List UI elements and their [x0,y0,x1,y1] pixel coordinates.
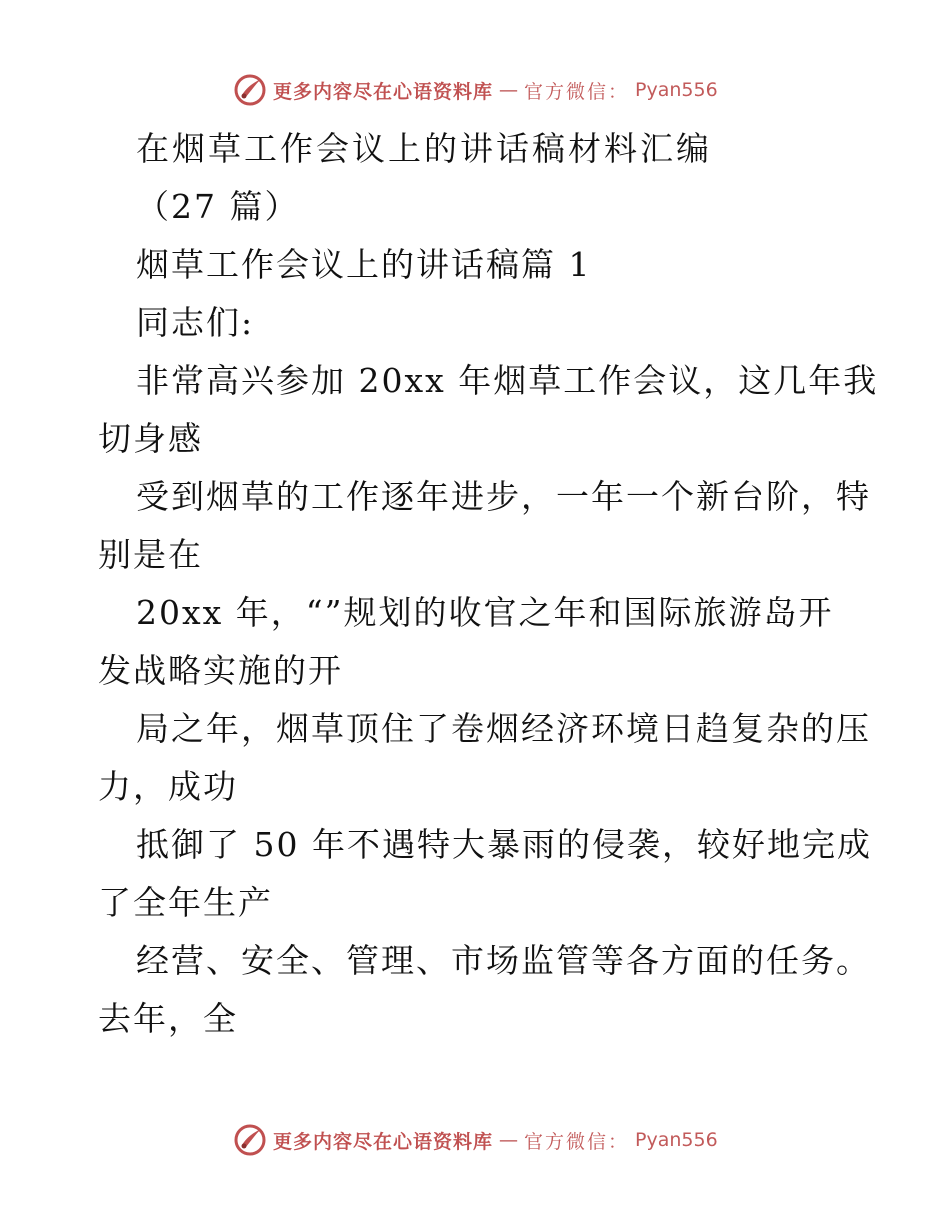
section-heading: 烟草工作会议上的讲话稿篇 1 [136,245,592,284]
paragraph-line: 发战略实施的开 [98,651,343,690]
paragraph-line: 非常高兴参加 20xx 年烟草工作会议，这几年我 [136,361,879,400]
paragraph-line: 局之年，烟草顶住了卷烟经济环境日趋复杂的压 [136,709,871,748]
watermark-wechat-id: Pyan556 [635,79,718,101]
document-title: 在烟草工作会议上的讲话稿材料汇编 [136,129,712,168]
document-subtitle: （27 篇） [136,187,300,226]
watermark-wechat-label: 官方微信： [524,1130,630,1153]
watermark-separator: — [499,79,519,101]
brush-circle-logo-icon [233,1123,267,1157]
paragraph-line: 去年，全 [98,999,238,1038]
footer-watermark [233,1122,718,1158]
document-body [98,120,879,1048]
paragraph-line: 了全年生产 [98,883,273,922]
paragraph-line: 受到烟草的工作逐年进步，一年一个新台阶，特 [136,477,871,516]
watermark-separator: — [499,1129,519,1151]
paragraph-line: 切身感 [98,419,203,458]
watermark-wechat-id: Pyan556 [635,1129,718,1151]
salutation: 同志们: [136,303,255,342]
paragraph-line: 别是在 [98,535,203,574]
watermark-wechat-label: 官方微信： [524,80,630,103]
paragraph-line: 经营、安全、管理、市场监管等各方面的任务。 [136,941,871,980]
header-watermark [233,72,718,108]
brush-circle-logo-icon [233,73,267,107]
paragraph-line: 20xx 年，“”规划的收官之年和国际旅游岛开 [136,593,834,632]
paragraph-line: 力，成功 [98,767,238,806]
watermark-brand: 更多内容尽在心语资料库 [273,1130,494,1153]
watermark-brand: 更多内容尽在心语资料库 [273,80,494,103]
paragraph-line: 抵御了 50 年不遇特大暴雨的侵袭，较好地完成 [136,825,872,864]
